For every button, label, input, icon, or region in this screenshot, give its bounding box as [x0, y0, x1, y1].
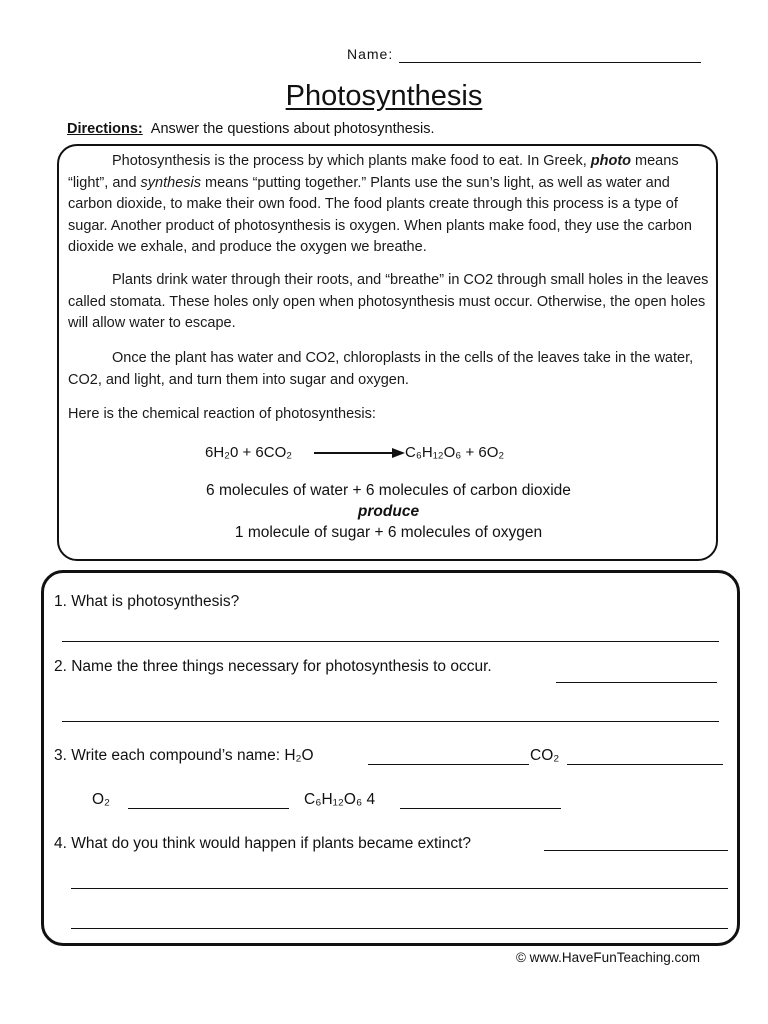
reading-paragraph-4: Here is the chemical reaction of photosynthesis: [68, 406, 376, 422]
answer-line-h2o[interactable] [368, 764, 529, 765]
question-4: 4. What do you think would happen if plants became extinct? [54, 835, 472, 852]
equation-products: C₆H₁₂O₆ + 6O₂ [405, 444, 505, 461]
answer-line-4a[interactable] [544, 850, 728, 851]
equation-reactants: 6H₂0 + 6CO₂ [205, 444, 293, 461]
reading-paragraph-2: Plants drink water through their roots, and “breathe” in CO2 through small holes in the leaves called stomata. These holes only open when photosynthesis must occur. Otherwise, the open holes will allow water to escape. [68, 272, 709, 331]
reaction-arrow-icon [314, 446, 406, 460]
compound-sugar: C₆H₁₂O₆ 4 [304, 791, 376, 808]
answer-line-co2[interactable] [567, 764, 723, 765]
compound-o2: O₂ [92, 791, 111, 808]
reading-paragraph-1: Photosynthesis is the process by which plants make food to eat. In Greek, photo means “light”, and synthesis means “putting together.” Plants use the sun’s light, as well as water and carbon dioxide, to make their own food. The food plants create through this process is a type of sugar. Another product of photosynthesis is oxygen. When plants make food, they use the carbon dioxide we exhale, and produce the oxygen we breathe. [68, 153, 692, 255]
answer-line-o2[interactable] [128, 808, 289, 809]
directions-label: Directions: [67, 121, 143, 137]
compound-co2: CO₂ [530, 747, 560, 764]
answer-line-1[interactable] [62, 641, 719, 642]
answer-line-sugar[interactable] [400, 808, 561, 809]
directions-text: Answer the questions about photosynthesis. [150, 121, 435, 137]
answer-line-4c[interactable] [71, 928, 728, 929]
reading-paragraph-3: Once the plant has water and CO2, chloroplasts in the cells of the leaves take in the water, CO2, and light, and turn them into sugar and oxygen. [68, 350, 694, 388]
equation-explanation-2: produce [357, 503, 420, 520]
question-2: 2. Name the three things necessary for photosynthesis to occur. [54, 658, 492, 675]
answer-line-4b[interactable] [71, 888, 728, 889]
name-line[interactable] [399, 62, 701, 63]
equation-explanation-1: 6 molecules of water + 6 molecules of carbon dioxide [206, 482, 571, 499]
term-synthesis: synthesis [140, 174, 201, 191]
answer-line-2b[interactable] [62, 721, 719, 722]
copyright-footer: © www.HaveFunTeaching.com [515, 950, 700, 965]
page-title: Photosynthesis [285, 80, 483, 112]
answer-line-2a[interactable] [556, 682, 717, 683]
question-3: 3. Write each compound’s name: H₂O [54, 747, 314, 764]
question-1: 1. What is photosynthesis? [54, 593, 240, 610]
name-label: Name: [347, 46, 394, 62]
term-photo: photo [590, 153, 632, 169]
directions [67, 121, 435, 137]
equation-explanation-3: 1 molecule of sugar + 6 molecules of oxygen [234, 524, 543, 541]
